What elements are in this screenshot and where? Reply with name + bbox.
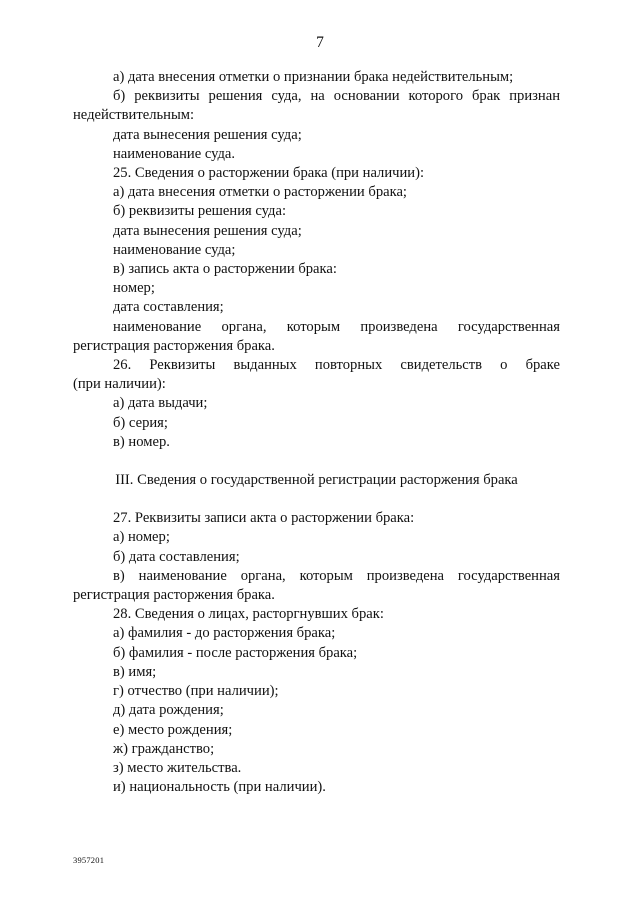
clause-27-b: б) дата составления; bbox=[113, 548, 240, 565]
clause-25-c-number: номер; bbox=[113, 280, 155, 297]
clause-25-b-date: дата вынесения решения суда; bbox=[113, 222, 302, 239]
clause-27-heading: 27. Реквизиты записи акта о расторжении брака: bbox=[113, 510, 415, 527]
clause-25-c-date: дата составления; bbox=[113, 299, 224, 316]
clause-27-c-line2: регистрация расторжения брака. bbox=[73, 587, 275, 604]
item-25-a-divorce-note-date: а) дата внесения отметки о признании брака недействительным; bbox=[113, 69, 514, 85]
item-court-name: наименование суда. bbox=[113, 145, 236, 162]
document-code: 3957201 bbox=[73, 855, 105, 865]
clause-26-heading-line1: 26. Реквизиты выданных повторных свидетельств о браке bbox=[113, 357, 560, 374]
clause-25-a: а) дата внесения отметки о расторжении брака; bbox=[113, 184, 407, 201]
clause-28-i: и) национальность (при наличии). bbox=[113, 779, 326, 796]
clause-25-c-authority-line2: регистрация расторжения брака. bbox=[73, 337, 275, 354]
clause-26-a: а) дата выдачи; bbox=[113, 395, 208, 412]
clause-28-f: е) место рождения; bbox=[113, 721, 233, 738]
clause-26-heading-line2: (при наличии): bbox=[73, 376, 166, 393]
section-iii-heading: III. Сведения о государственной регистрации расторжения брака bbox=[115, 472, 518, 489]
clause-28-d: г) отчество (при наличии); bbox=[113, 683, 279, 700]
clause-28-a: а) фамилия - до расторжения брака; bbox=[113, 625, 336, 642]
clause-28-e: д) дата рождения; bbox=[113, 702, 224, 719]
clause-25-c: в) запись акта о расторжении брака: bbox=[113, 261, 337, 278]
clause-28-b: б) фамилия - после расторжения брака; bbox=[113, 644, 358, 661]
clause-26-b: б) серия; bbox=[113, 414, 168, 431]
document-body bbox=[73, 68, 560, 797]
clause-25-b: б) реквизиты решения суда: bbox=[113, 203, 286, 220]
clause-28-h: з) место жительства. bbox=[113, 759, 242, 776]
clause-27-a: а) номер; bbox=[113, 529, 170, 546]
page-number: 7 bbox=[316, 34, 324, 51]
clause-28-g: ж) гражданство; bbox=[113, 740, 215, 757]
clause-25-heading: 25. Сведения о расторжении брака (при наличии): bbox=[113, 165, 425, 182]
clause-25-c-authority-line1: наименование органа, которым произведена государственная bbox=[113, 318, 560, 335]
clause-28-c: в) имя; bbox=[113, 663, 157, 680]
clause-27-c-line1: в) наименование органа, которым произведена государственная bbox=[113, 567, 560, 584]
item-court-decision-date: дата вынесения решения суда; bbox=[113, 126, 302, 143]
clause-28-heading: 28. Сведения о лицах, расторгнувших брак: bbox=[113, 606, 384, 623]
clause-26-c: в) номер. bbox=[113, 433, 170, 450]
item-b-court-decision-line1: б) реквизиты решения суда, на основании которого брак признан bbox=[113, 88, 560, 105]
item-b-court-decision-line2: недействительным: bbox=[73, 107, 195, 124]
clause-25-b-court: наименование суда; bbox=[113, 241, 236, 258]
